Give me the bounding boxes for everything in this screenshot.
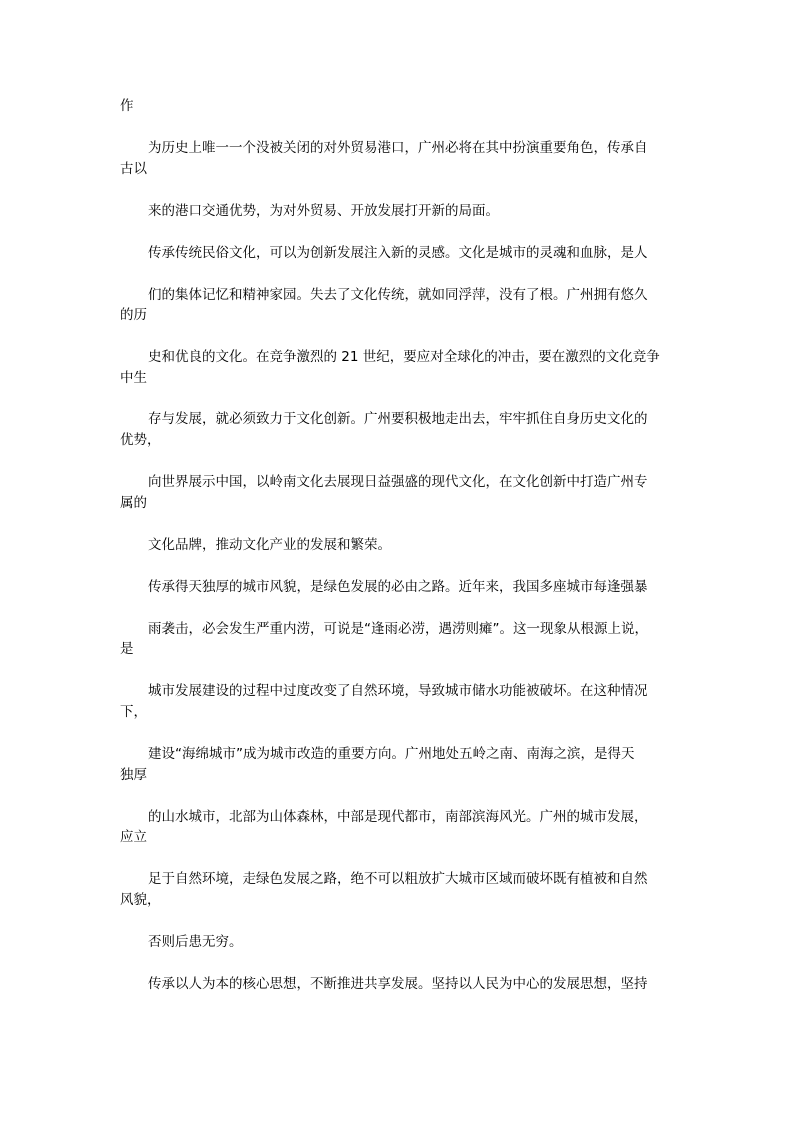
text-line: 传承以人为本的核心思想，不断推进共享发展。坚持以人民为中心的发展思想，坚持 [148,976,648,992]
text-line-wrap: 属的 [120,495,147,511]
text-line: 为历史上唯一一个没被关闭的对外贸易港口，广州必将在其中扮演重要角色，传承自 [148,140,648,156]
text-line: 们的集体记忆和精神家园。失去了文化传统，就如同浮萍，没有了根。广州拥有悠久 [148,287,648,303]
text-line-wrap: 风貌， [120,892,161,908]
text-line: 史和优良的文化。在竞争激烈的 21 世纪，要应对全球化的冲击，要在激烈的文化竞争 [148,349,660,365]
text-line-wrap: 的历 [120,307,147,323]
text-line: 足于自然环境，走绿色发展之路，绝不可以粗放扩大城市区域而破坏既有植被和自然 [148,871,648,887]
text-line: 否则后患无穷。 [148,934,243,950]
text-line-wrap: 古以 [120,161,147,177]
text-line-wrap: 应立 [120,829,147,845]
text-line-wrap: 是 [120,641,134,657]
text-line-wrap: 优势， [120,432,161,448]
text-line: 存与发展，就必须致力于文化创新。广州要积极地走出去，牢牢抓住自身历史文化的 [148,411,648,427]
text-line: 城市发展建设的过程中过度改变了自然环境，导致城市储水功能被破坏。在这种情况 [148,683,648,699]
text-line-wrap: 中生 [120,370,147,386]
text-line: 雨袭击，必会发生严重内涝，可说是“逢雨必涝，遇涝则瘫”。这一现象从根源上说， [148,621,648,637]
text-line-wrap: 下， [120,704,147,720]
text-line: 来的港口交通优势，为对外贸易、开放发展打开新的局面。 [148,203,499,219]
text-line: 作 [120,98,134,114]
text-line: 文化品牌，推动文化产业的发展和繁荣。 [148,537,391,553]
text-line: 向世界展示中国，以岭南文化去展现日益强盛的现代文化，在文化创新中打造广州专 [148,474,648,490]
text-line: 的山水城市，北部为山体森林，中部是现代都市，南部滨海风光。广州的城市发展， [148,809,648,825]
text-line: 建设“海绵城市”成为城市改造的重要方向。广州地处五岭之南、南海之滨，是得天 [148,746,635,762]
text-line: 传承传统民俗文化，可以为创新发展注入新的灵感。文化是城市的灵魂和血脉，是人 [148,245,648,261]
text-line: 传承得天独厚的城市风貌，是绿色发展的必由之路。近年来，我国多座城市每逢强暴 [148,579,648,595]
text-line-wrap: 独厚 [120,767,147,783]
